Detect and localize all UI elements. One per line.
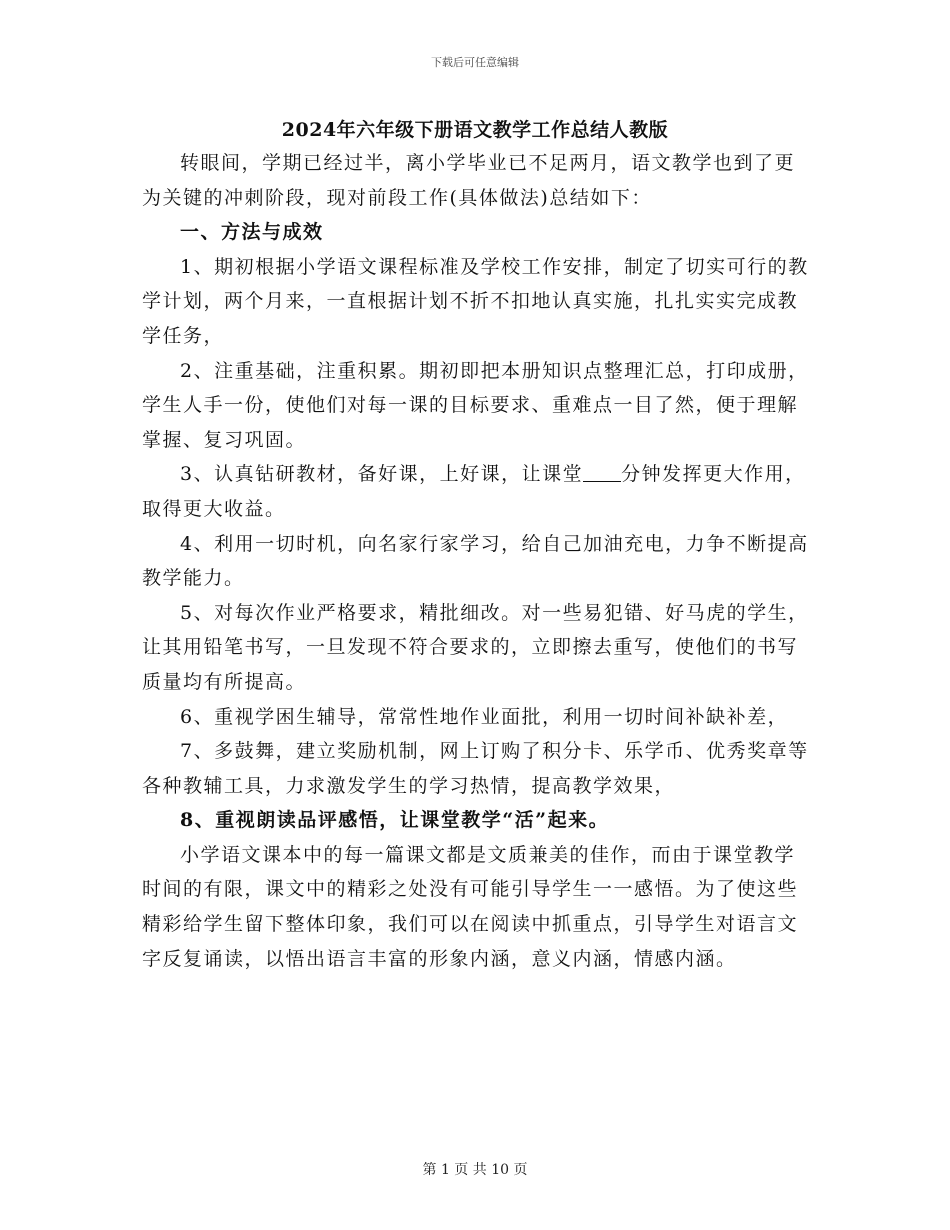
header-note: 下载后可任意编辑 xyxy=(431,56,519,69)
list-item-3-before: 3、认真钻研教材，备好课，上好课，让课堂 xyxy=(180,463,584,486)
list-item-3-after: 分钟发挥更大作用，取得更大收益。 xyxy=(142,463,806,520)
intro-paragraph: 转眼间，学期已经过半，离小学毕业已不足两月，语文教学也到了更为关键的冲刺阶段，现对前段工作(具体做法)总结如下： xyxy=(142,152,796,209)
document-body xyxy=(142,146,812,976)
list-item-7: 7、多鼓舞，建立奖励机制，网上订购了积分卡、乐学币、优秀奖章等各种教辅工具，力求激发学生的学习热情，提高教学效果， xyxy=(142,740,809,797)
closing-paragraph: 小学语文课本中的每一篇课文都是文质兼美的佳作，而由于课堂教学时间的有限，课文中的精彩之处没有可能引导学生一一感悟。为了使这些精彩给学生留下整体印象，我们可以在阅读中抓重点，引导学生对语言文字反复诵读，以悟出语言丰富的形象内涵，意义内涵，情感内涵。 xyxy=(142,843,799,970)
item-8-heading: 8、重视朗读品评感悟，让课堂教学“活”起来。 xyxy=(180,809,610,832)
document-title: 2024年六年级下册语文教学工作总结人教版 xyxy=(281,119,669,141)
page-number: 第 1 页 共 10 页 xyxy=(422,1162,528,1178)
list-item-6: 6、重视学困生辅导，常常性地作业面批，利用一切时间补缺补差， xyxy=(180,705,789,728)
list-item-4: 4、利用一切时机，向名家行家学习，给自己加油充电，力争不断提高教学能力。 xyxy=(142,532,809,590)
list-item-3 xyxy=(142,457,812,526)
list-item-5: 5、对每次作业严格要求，精批细改。对一些易犯错、好马虎的学生，让其用铅笔书写，一旦发现不符合要求的，立即擦去重写，使他们的书写质量均有所提高。 xyxy=(142,601,809,693)
list-item-2: 2、注重基础，注重积累。期初即把本册知识点整理汇总，打印成册，学生人手一份，使他们对每一课的目标要求、重难点一目了然，便于理解掌握、复习巩固。 xyxy=(142,359,809,451)
list-item-1: 1、期初根据小学语文课程标准及学校工作安排，制定了切实可行的教学计划，两个月来，一直根据计划不折不扣地认真实施，扎扎实实完成教学任务， xyxy=(142,255,809,347)
section-heading: 一、方法与成效 xyxy=(180,221,324,244)
fill-in-blank xyxy=(583,462,621,482)
